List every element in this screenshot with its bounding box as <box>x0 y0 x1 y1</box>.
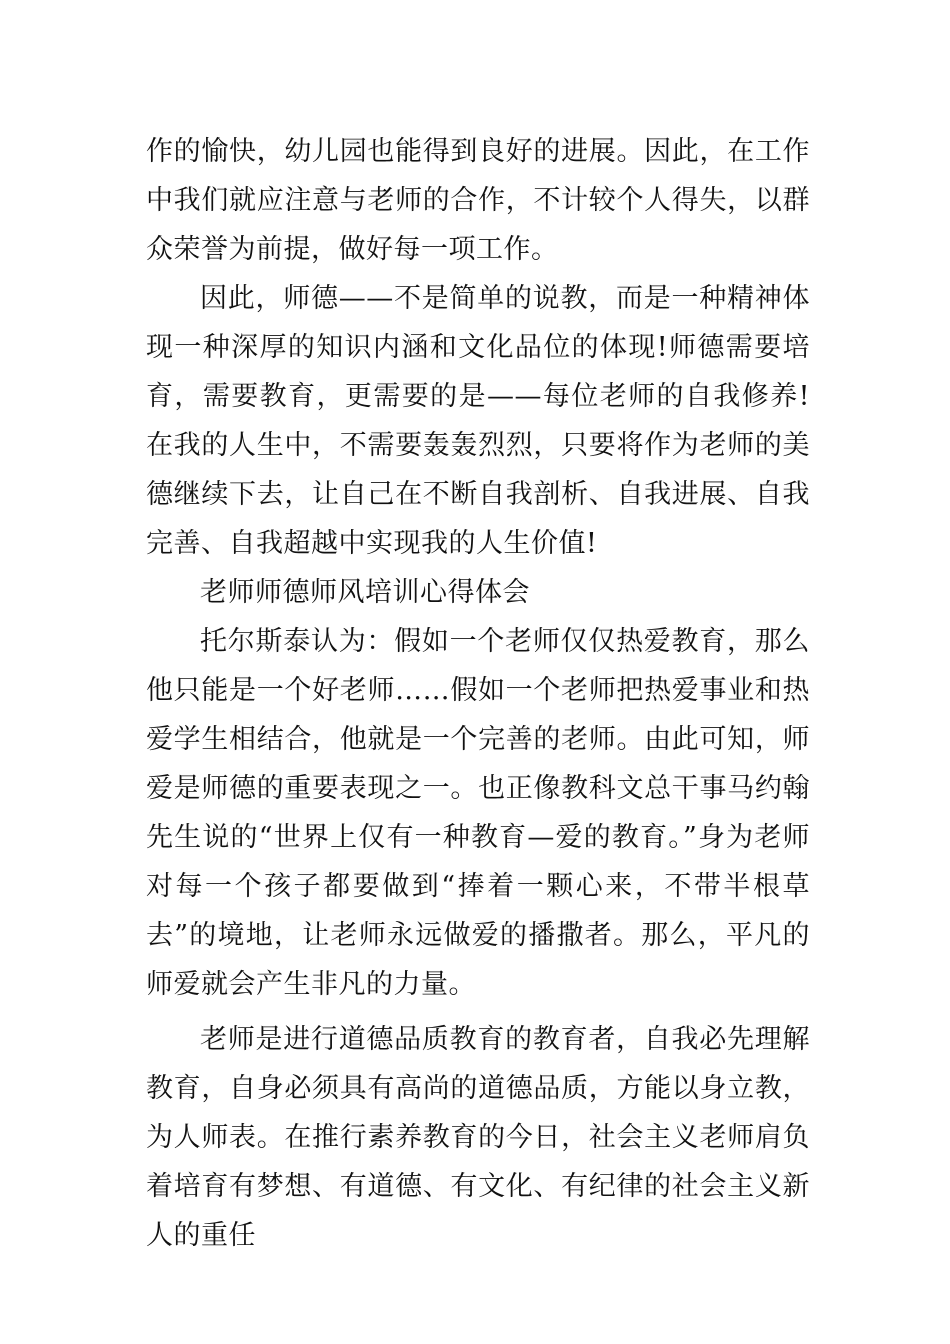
paragraph-tolstoy: 托尔斯泰认为：假如一个老师仅仅热爱教育，那么他只能是一个好老师……假如一个老师把热爱事业和热爱学生相结合，他就是一个完善的老师。由此可知，师爱是师德的重要表现之一。也正像教科文总干事马约翰先生说的“世界上仅有一种教育—爱的教育。”身为老师对每一个孩子都要做到“捧着一颗心来，不带半根草去”的境地，让老师永远做爱的播撒者。那么，平凡的师爱就会产生非凡的力量。 <box>146 626 810 1000</box>
document-body <box>146 127 810 1260</box>
paragraph-moral-education: 老师是进行道德品质教育的教育者，自我必先理解教育，自身必须具有高尚的道德品质，方能以身立教，为人师表。在推行素养教育的今日，社会主义老师肩负着培育有梦想、有道德、有文化、有纪律的社会主义新人的重任 <box>146 1024 810 1251</box>
paragraph-teacher-ethics: 因此，师德——不是简单的说教，而是一种精神体现一种深厚的知识内涵和文化品位的体现!师德需要培育，需要教育，更需要的是——每位老师的自我修养!在我的人生中，不需要轰轰烈烈，只要将作为老师的美德继续下去，让自己在不断自我剖析、自我进展、自我完善、自我超越中实现我的人生价值! <box>146 283 810 559</box>
section-heading: 老师师德师风培训心得体会 <box>200 577 530 608</box>
paragraph-continuation: 作的愉快，幼儿园也能得到良好的进展。因此，在工作中我们就应注意与老师的合作，不计较个人得失，以群众荣誉为前提，做好每一项工作。 <box>146 136 810 265</box>
